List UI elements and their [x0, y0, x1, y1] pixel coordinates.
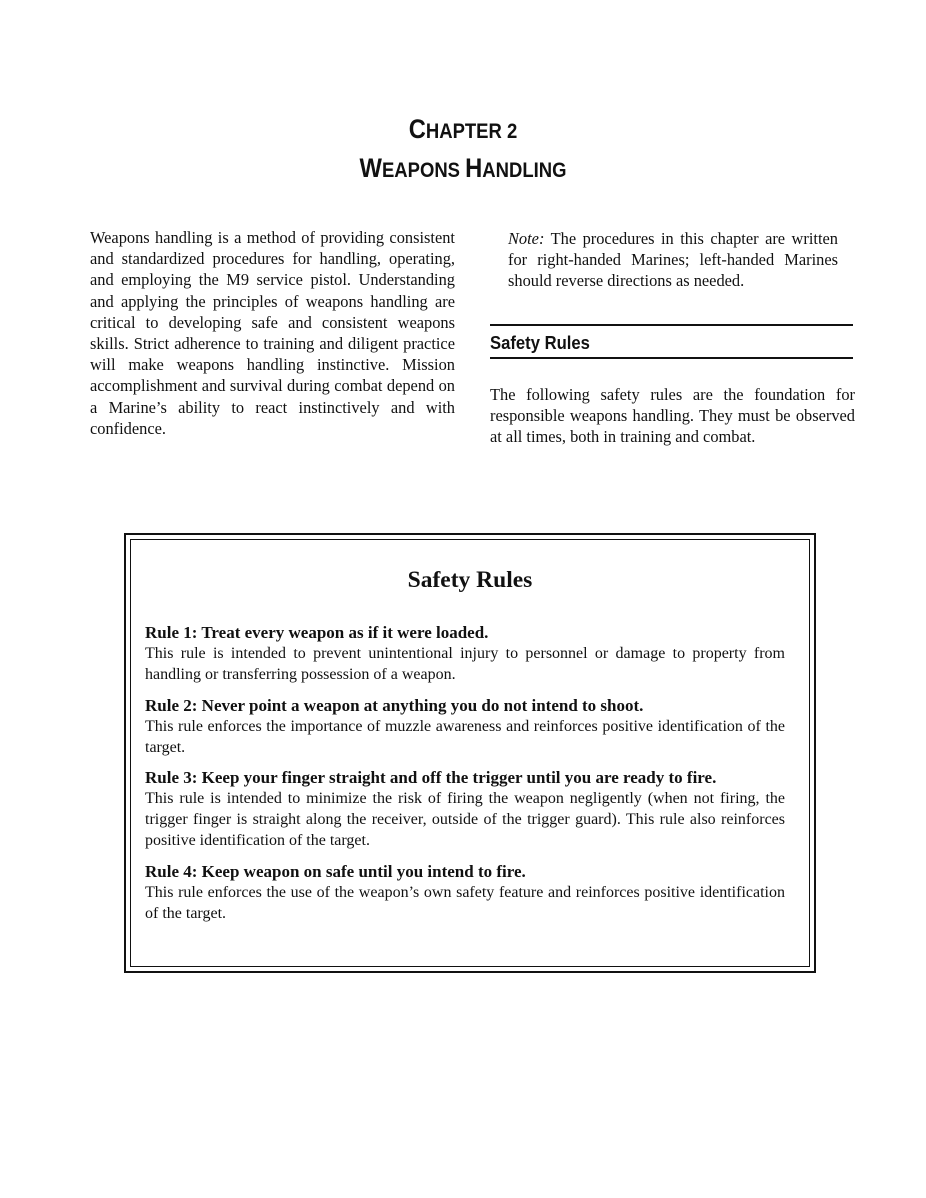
chapter-title: WEAPONS HANDLING: [359, 153, 567, 183]
rule-description: This rule enforces the importance of muzzle awareness and reinforces positive identification of the target.: [145, 717, 785, 756]
safety-box-title: Safety Rules: [407, 567, 533, 593]
rule-2: [145, 695, 807, 758]
section-title: Safety Rules: [490, 332, 590, 353]
intro-paragraph: Weapons handling is a method of providing consistent and standardized procedures for handling, operating, and employing the M9 service pistol. Understanding and applying the principles of weapons handling are critical to developing safe and consistent weapons skills. Strict adherence to training and diligent practice will make weapons handling instinctive. Mission accomplishment and survival during combat depend on a Marine’s ability to react instinctively and with confidence.: [90, 228, 455, 438]
note-text: The procedures in this chapter are written for right-handed Marines; left-handed Marines should reverse directions as needed.: [508, 229, 838, 291]
rule-4: [145, 861, 807, 924]
rule-description: This rule is intended to prevent unintentional injury to personnel or damage to property from handling or transferring possession of a weapon.: [145, 645, 785, 683]
rule-description: This rule is intended to minimize the risk of firing the weapon negligently (when not firing, the trigger finger is straight along the receiver, outside of the trigger guard). This rule also reinforces positive identification of the target.: [145, 790, 785, 849]
section-rule-top: [490, 324, 853, 326]
rule-heading: Rule 1: Treat every weapon as if it were loaded.: [145, 623, 489, 642]
safety-rules-intro: The following safety rules are the foundation for responsible weapons handling. They must be observed at all times, both in training and combat.: [490, 385, 855, 447]
handedness-note: [508, 228, 838, 292]
rule-heading: Rule 2: Never point a weapon at anything you do not intend to shoot.: [145, 695, 644, 715]
section-rule-bottom: [490, 357, 853, 359]
rule-heading: Rule 3: Keep your finger straight and off the trigger until you are ready to fire.: [145, 768, 717, 787]
safety-rules-box: [124, 533, 816, 973]
safety-rules-box-inner-border: [130, 539, 810, 967]
rule-1: [145, 622, 807, 685]
note-label: Note:: [508, 229, 545, 248]
chapter-number: CHAPTER 2: [408, 114, 518, 144]
rule-heading: Rule 4: Keep weapon on safe until you intend to fire.: [145, 861, 526, 881]
rule-description: This rule enforces the use of the weapon’s own safety feature and reinforces positive identification of the target.: [145, 883, 785, 922]
chapter-heading: [0, 111, 926, 189]
rules-list: [145, 622, 807, 933]
rule-3: [145, 767, 807, 851]
